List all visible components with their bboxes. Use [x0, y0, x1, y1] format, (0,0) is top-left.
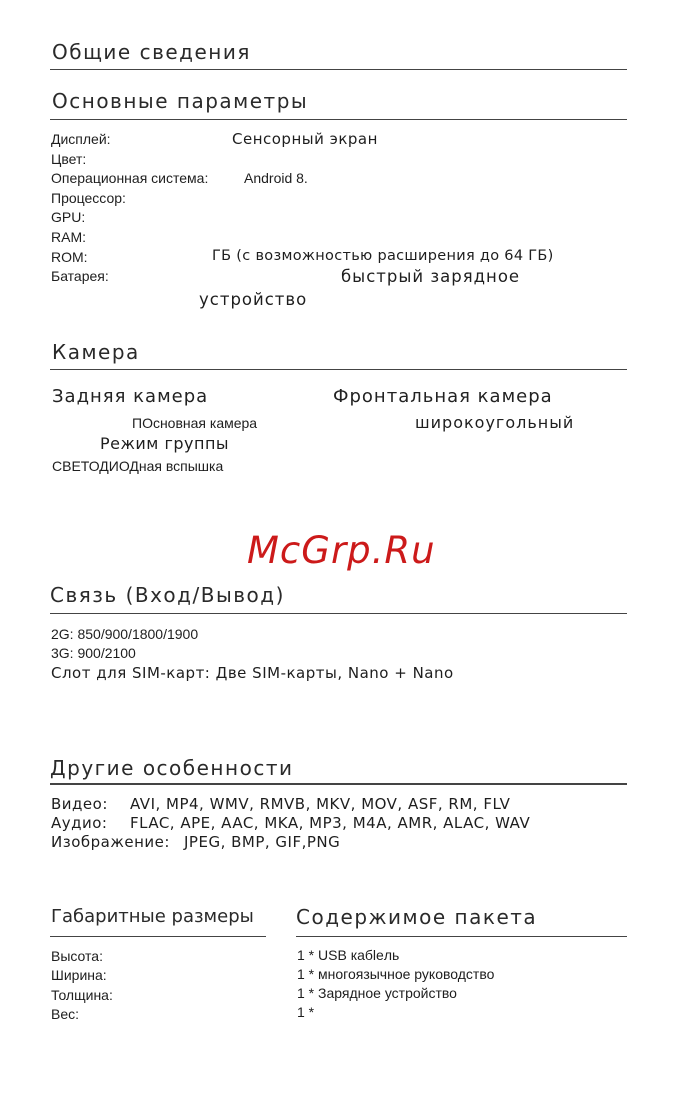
rear-mode: Режим группы — [100, 434, 230, 453]
label-height: Высота: — [51, 948, 103, 964]
value-rom: ГБ (с возможностью расширения до 64 ГБ) — [212, 248, 554, 264]
package-item: 1 * — [297, 1004, 315, 1020]
label-audio: Аудио: — [51, 814, 108, 832]
connect-3g: 3G: 900/2100 — [51, 645, 136, 661]
label-ram: RAM: — [51, 229, 86, 245]
divider — [50, 783, 627, 785]
section-title-package: Содержимое пакета — [296, 905, 538, 929]
value-video: AVI, MP4, WMV, RMVB, MKV, MOV, ASF, RM, FLV — [130, 795, 511, 813]
value-battery-line2: устройство — [199, 290, 308, 309]
label-rom: ROM: — [51, 249, 88, 265]
front-camera-title: Фронтальная камера — [333, 386, 553, 407]
label-color: Цвет: — [51, 151, 87, 167]
label-gpu: GPU: — [51, 209, 86, 225]
section-title-connect: Связь (Вход/Вывод) — [50, 583, 285, 607]
divider — [50, 69, 627, 70]
section-title-basic: Основные параметры — [52, 89, 309, 113]
rear-flash: СВЕТОДИОДная вспышка — [52, 458, 224, 474]
package-item: 1 * многоязычное руководство — [297, 966, 495, 982]
package-item: 1 * Зарядное устройство — [297, 985, 457, 1001]
label-thickness: Толщина: — [51, 987, 113, 1003]
label-video: Видео: — [51, 795, 108, 813]
value-audio: FLAC, APE, AAC, MKA, MP3, M4A, AMR, ALAC, WAV — [130, 814, 531, 832]
value-os: Android 8. — [244, 170, 308, 186]
label-display: Дисплей: — [51, 131, 111, 147]
divider — [50, 119, 627, 120]
rear-main-camera: ПОсновная камера — [132, 415, 258, 431]
value-image: JPEG, BMP, GIF,PNG — [184, 833, 341, 851]
watermark: McGrp.Ru — [247, 529, 436, 572]
value-display: Сенсорный экран — [232, 130, 378, 148]
front-wide: широкоугольный — [415, 413, 575, 432]
divider — [50, 613, 627, 614]
connect-2g: 2G: 850/900/1800/1900 — [51, 626, 199, 642]
divider — [296, 936, 627, 937]
label-image: Изображение: — [51, 833, 170, 851]
divider — [50, 936, 266, 937]
section-title-other: Другие особенности — [50, 756, 294, 780]
connect-sim: Слот для SIM-карт: Две SIM-карты, Nano + Nano — [51, 664, 454, 682]
section-title-general: Общие сведения — [52, 40, 251, 64]
divider — [50, 369, 627, 370]
label-battery: Батарея: — [51, 268, 109, 284]
section-title-camera: Камера — [52, 340, 140, 364]
label-width: Ширина: — [51, 967, 107, 983]
value-battery: быстрый зарядное — [341, 267, 521, 286]
package-item: 1 * USB кабleль — [297, 947, 400, 963]
label-weight: Вес: — [51, 1006, 80, 1022]
label-os: Операционная система: — [51, 170, 209, 186]
label-cpu: Процессор: — [51, 190, 126, 206]
rear-camera-title: Задняя камера — [52, 386, 209, 407]
section-title-dimensions: Габаритные размеры — [51, 906, 254, 927]
